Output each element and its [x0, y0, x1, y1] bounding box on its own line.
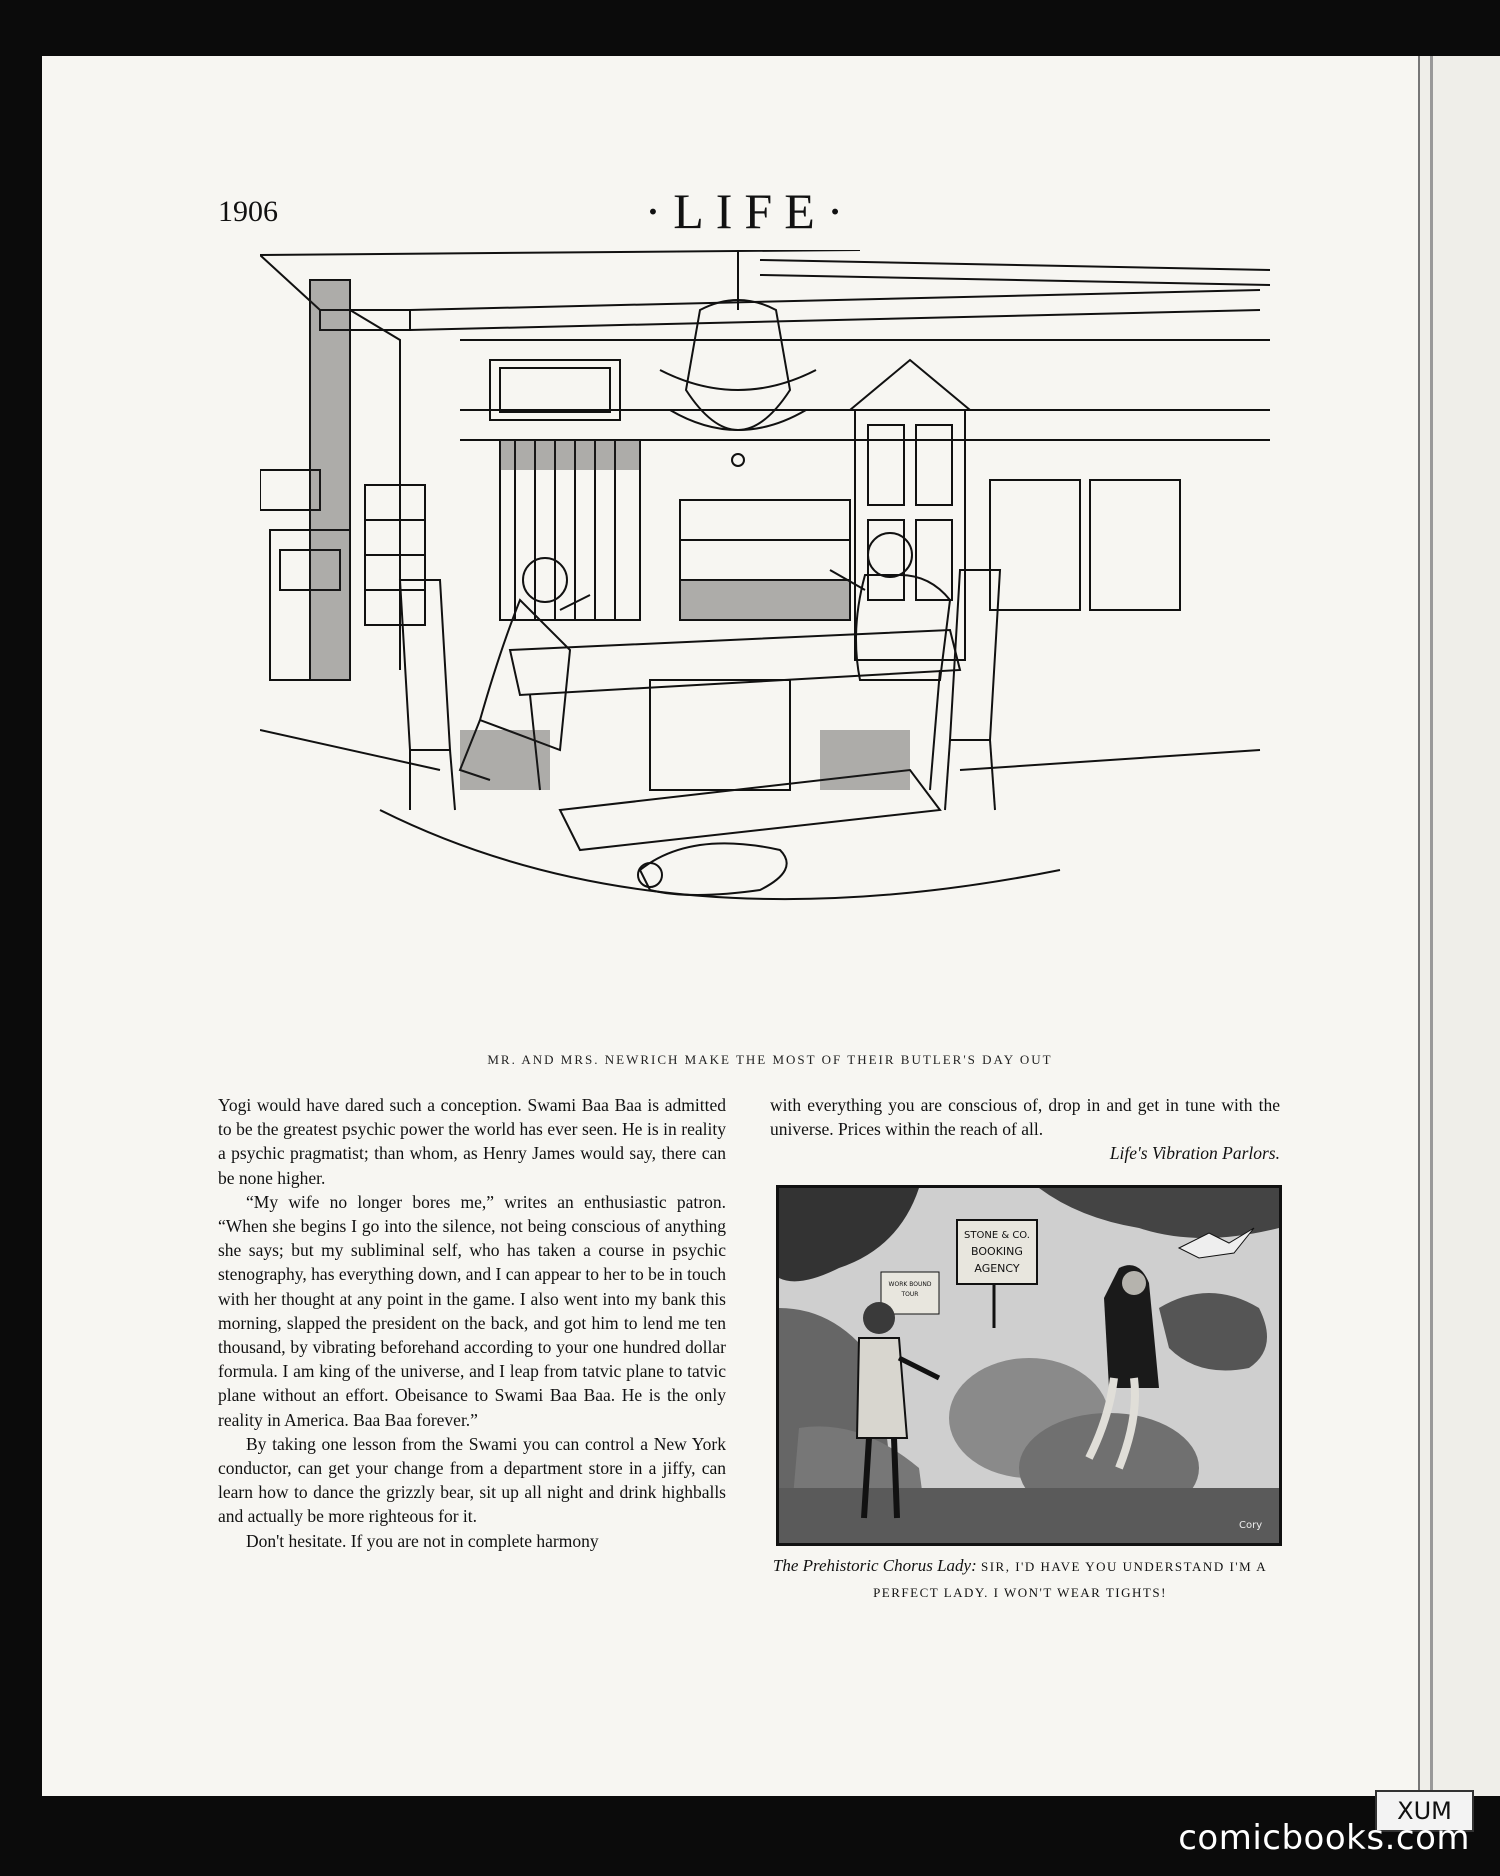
paragraph-2: “My wife no longer bores me,” writes an enthusiastic patron. “When she begins I go into the silence, not being conscious of anything she says; but my subliminal self, who has taken a course in psychic stenography, has everything down, and I can appear to her to be in touch with her thought at any point in the game. I also went into my bank this morning, slapped the president on the back, and got him to lend me ten thousand, by vibrating beforehand according to your one hundred dollar formula. I am king of the universe, and I leap from tatvic plane to tatvic plane without an effort. Obeisance to Swami Baa Baa. He is the only reality in America. Baa Baa forever.” [218, 1191, 726, 1430]
page-edge-line [1430, 56, 1433, 1796]
paragraph-4: Don't hesitate. If you are not in complete harmony [246, 1530, 599, 1551]
sign-line-3: AGENCY [974, 1262, 1020, 1275]
artist-signature: Cory [1239, 1520, 1263, 1531]
scan-left-margin [0, 56, 42, 1796]
sign-line-2: BOOKING [971, 1245, 1023, 1258]
dining-room-illustration [260, 250, 1280, 1030]
sign-line-1: STONE & CO. [964, 1230, 1030, 1241]
illustration-caption: MR. AND MRS. NEWRICH MAKE THE MOST OF THEIR BUTLER'S DAY OUT [487, 1052, 1053, 1067]
notice-line-1: WORK BOUND [888, 1281, 932, 1288]
magazine-title: ·LIFE· [644, 183, 856, 239]
dining-room-drawing [260, 250, 1280, 1030]
prehistoric-cartoon [776, 1185, 1282, 1546]
xum-stamp: XUM [1375, 1790, 1474, 1832]
next-page-edge [1418, 56, 1500, 1796]
page-year: 1906 [218, 195, 278, 228]
cartoon-caption-speaker: The Prehistoric Chorus Lady: [772, 1556, 977, 1575]
paragraph-continued: with everything you are conscious of, drop in and get in tune with the universe. Prices within the reach of all. [770, 1095, 1280, 1140]
article-right-column [770, 1093, 1280, 1166]
paragraph-3: By taking one lesson from the Swami you can control a New York conductor, can get your change from a department store in a jiffy, can learn how to dance the grizzly bear, sit up all night and drink highballs and actually be more righteous for it. [218, 1433, 726, 1527]
article-left-column [218, 1093, 726, 1553]
notice-line-2: TOUR [901, 1291, 919, 1298]
paragraph-1: Yogi would have dared such a conception. Swami Baa Baa is admitted to be the greatest psychic power the world has ever seen. He is in reality a psychic pragmatist; than whom, as Henry James would say, there can be none higher. [218, 1095, 726, 1188]
cartoon-caption [742, 1553, 1298, 1605]
article-signature: Life's Vibration Parlors. [1109, 1143, 1280, 1164]
site-watermark: comicbooks.com [1178, 1818, 1470, 1858]
cartoon-drawing [779, 1188, 1279, 1543]
cartoon-caption-text: SIR, I'D HAVE YOU UNDERSTAND I'M A PERFECT LADY. I WON'T WEAR TIGHTS! [873, 1559, 1268, 1600]
